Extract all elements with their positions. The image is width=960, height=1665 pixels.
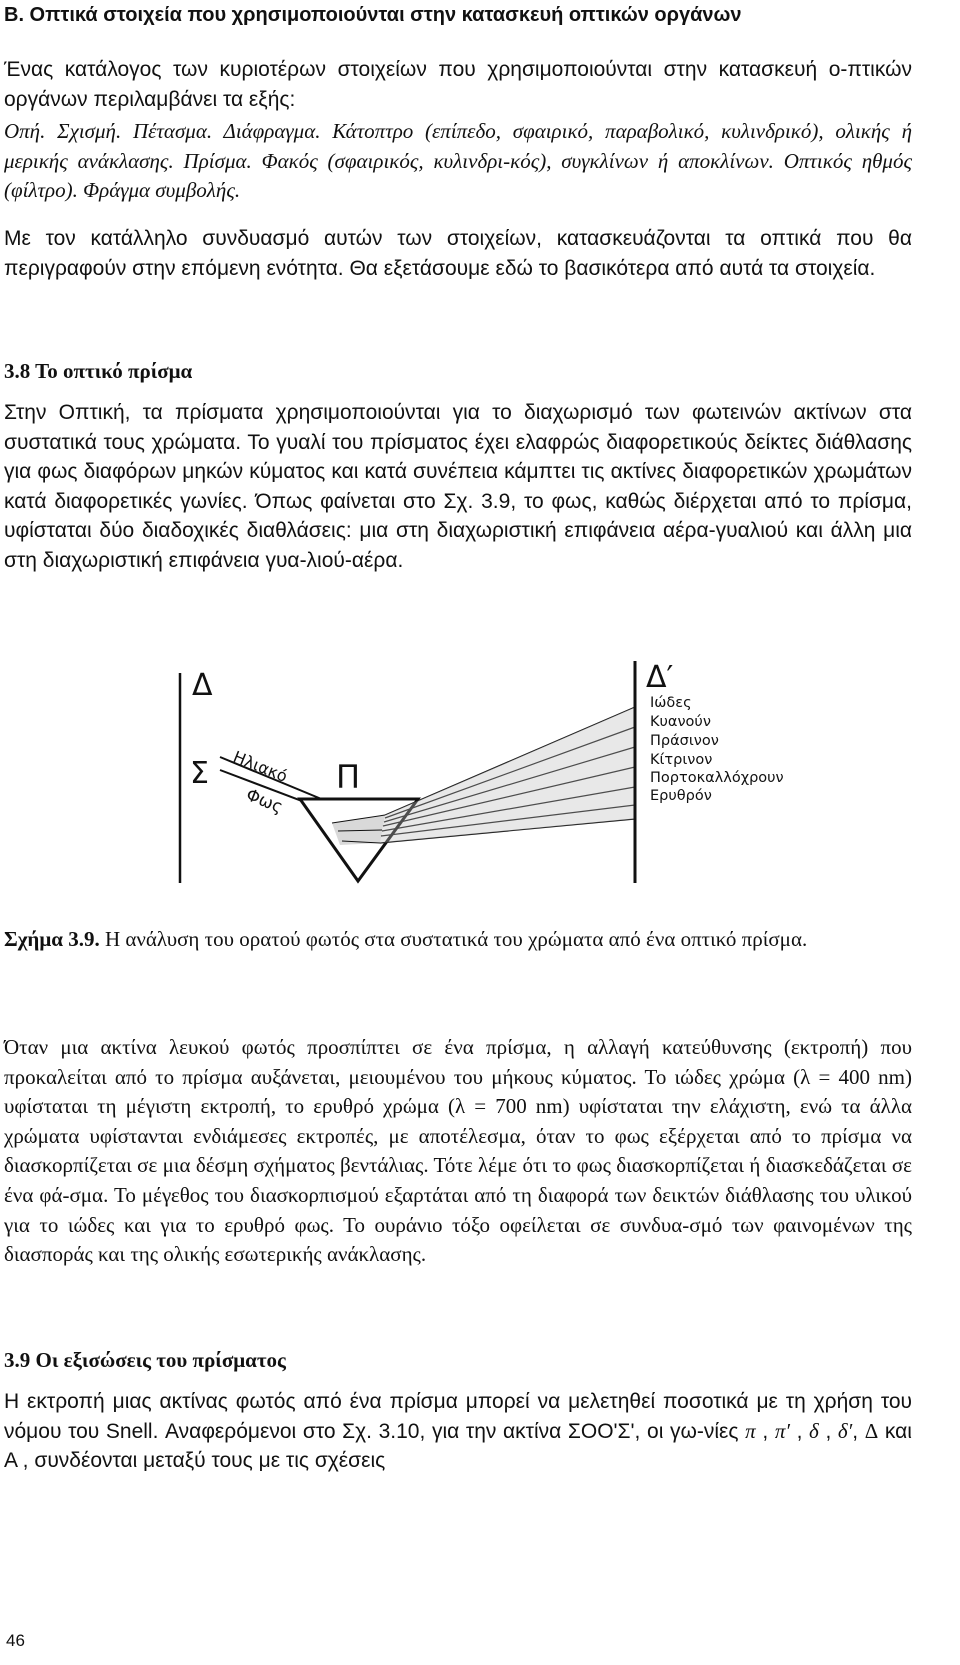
color-label-orange: Πορτοκαλλόχρουν	[650, 770, 784, 786]
section-3-9-paragraph	[4, 1387, 912, 1476]
label-sunlight-2: Φως	[243, 785, 286, 818]
color-label-violet: Ιώδες	[650, 695, 692, 711]
elements-list-paragraph: Οπή. Σχισμή. Πέτασμα. Διάφραγμα. Κάτοπτρο (επίπεδο, σφαιρικό, παραβολικό, κυλινδρικό), ολικής ή μερικής ανάκλασης. Πρίσμα. Φακός (σφαιρικός, κυλινδρι-κός), συγκλίνων ή αποκλίνων. Οπτικός ηθμός (φίλτρο). Φράγμα συμβολής.	[4, 119, 912, 203]
label-delta: Δ	[192, 668, 213, 703]
intro-paragraph: Ένας κατάλογος των κυριοτέρων στοιχείων που χρησιμοποιούνται στην κατασκευή ο-πτικών οργάνων περιλαμβάνει τα εξής:	[4, 58, 912, 111]
section-3-8-heading: 3.8 Το οπτικό πρίσμα	[4, 359, 193, 383]
separator: ,	[755, 1419, 775, 1443]
section-b-heading: B. Οπτικά στοιχεία που χρησιμοποιούνται στην κατασκευή οπτικών οργάνων	[4, 4, 742, 26]
caption-label: Σχήμα 3.9.	[4, 927, 100, 951]
prism-dispersion-figure	[180, 655, 784, 885]
spectrum-fan-shading	[380, 707, 635, 843]
label-sigma: Σ	[190, 756, 209, 791]
section-3-9-text-1: Η εκτροπή μιας ακτίνας φωτός από ένα πρίσμα μπορεί να μελετηθεί ποσοτικά με τη χρήση του νόμου του Snell. Αναφερόμενοι στο Σχ. 3.10, για την ακτίνα ΣΟΟ'Σ', οι γω-νίες	[4, 1390, 912, 1443]
section-3-8-paragraph: Στην Οπτική, τα πρίσματα χρησιμοποιούνται για το διαχωρισμό των φωτεινών ακτίνων στα συστατικά τους χρώματα. Το γυαλί του πρίσματος έχει ελαφρώς διαφορετικούς δείκτες διάθλασης για φως διαφόρων μηκών κύματος και κατά συνέπεια κάμπτει τις ακτίνες διαφορετικών χρωμάτων κατά διαφορετικές γωνίες. Όπως φαίνεται στο Σχ. 3.9, το φως, καθώς διέρχεται από το πρίσμα, υφίσταται δύο διαδοχικές διαθλάσεις: μια στη διαχωριστική επιφάνεια αέρα-γυαλιού και άλλη μια στη διαχωριστική επιφάνεια γυα-λιού-αέρα.	[4, 401, 912, 572]
color-label-yellow: Κίτρινον	[650, 752, 713, 768]
dispersion-paragraph: Όταν μια ακτίνα λευκού φωτός προσπίπτει σε ένα πρίσμα, η αλλαγή κατεύθυνσης (εκτροπή) που προκαλείται από το πρίσμα αυξάνεται, μειουμένου του μήκους κύματος. Το ιώδες χρώμα (λ = 400 nm) υφίσταται τη μέγιστη εκτροπή, το ερυθρό χρώμα (λ = 700 nm) υφίσταται την ελάχιστη, ενώ τα άλλα χρώματα υφίστανται ενδιάμεσες εκτροπές, με αποτέλεσμα, όταν το φως εξέρχεται από το πρίσμα να διασκορπίζεται σε μια δέσμη σχήματος βεντάλιας. Τότε λέμε ότι το φως διασκορπίζεται ή διασκεδάζεται σε ένα φά-σμα. Το μέγεθος του διασκορπισμού εξαρτάται από τη διαφορά των δεικτών διάθλασης του υλικού για το ιώδες και για το ερυθρό φως. Το ουράνιο τόξο οφείλεται σε συνδυα-σμό των φαινομένων της διασποράς και της ολικής εσωτερικής ανάκλασης.	[4, 1035, 912, 1267]
symbol-delta: δ	[809, 1418, 819, 1443]
color-label-green: Πράσινον	[650, 733, 719, 749]
label-pi: Π	[336, 758, 361, 796]
label-sunlight-1: Ηλιακό	[230, 747, 291, 786]
color-label-red: Ερυθρόν	[650, 788, 712, 804]
figure-caption	[4, 925, 912, 955]
section-3-9-heading: 3.9 Οι εξισώσεις του πρίσματος	[4, 1348, 286, 1372]
symbol-delta-prime: δ′	[837, 1418, 853, 1443]
symbol-pi-prime: π′	[774, 1418, 790, 1443]
combination-paragraph: Με τον κατάλληλο συνδυασμό αυτών των στοιχείων, κατασκευάζονται τα οπτικά που θα περιγραφούν στην επόμενη ενότητα. Θα εξετάσουμε εδώ το βασικότερα από αυτά τα στοιχεία.	[4, 227, 912, 280]
color-label-blue: Κυανούν	[650, 714, 711, 730]
section-3-9-text-2: και Α , συνδέονται μεταξύ τους με τις σχέσεις	[4, 1419, 912, 1473]
caption-text: Η ανάλυση του ορατού φωτός στα συστατικά του χρώματα από ένα οπτικό πρίσμα.	[99, 927, 808, 951]
symbol-capital-delta: Δ	[864, 1418, 879, 1443]
label-delta-prime: Δ′	[646, 660, 674, 695]
separator: ,	[852, 1419, 865, 1443]
page-number: 46	[6, 1631, 25, 1650]
separator: ,	[818, 1419, 838, 1443]
separator: ,	[789, 1419, 810, 1443]
symbol-pi: π	[745, 1418, 756, 1443]
